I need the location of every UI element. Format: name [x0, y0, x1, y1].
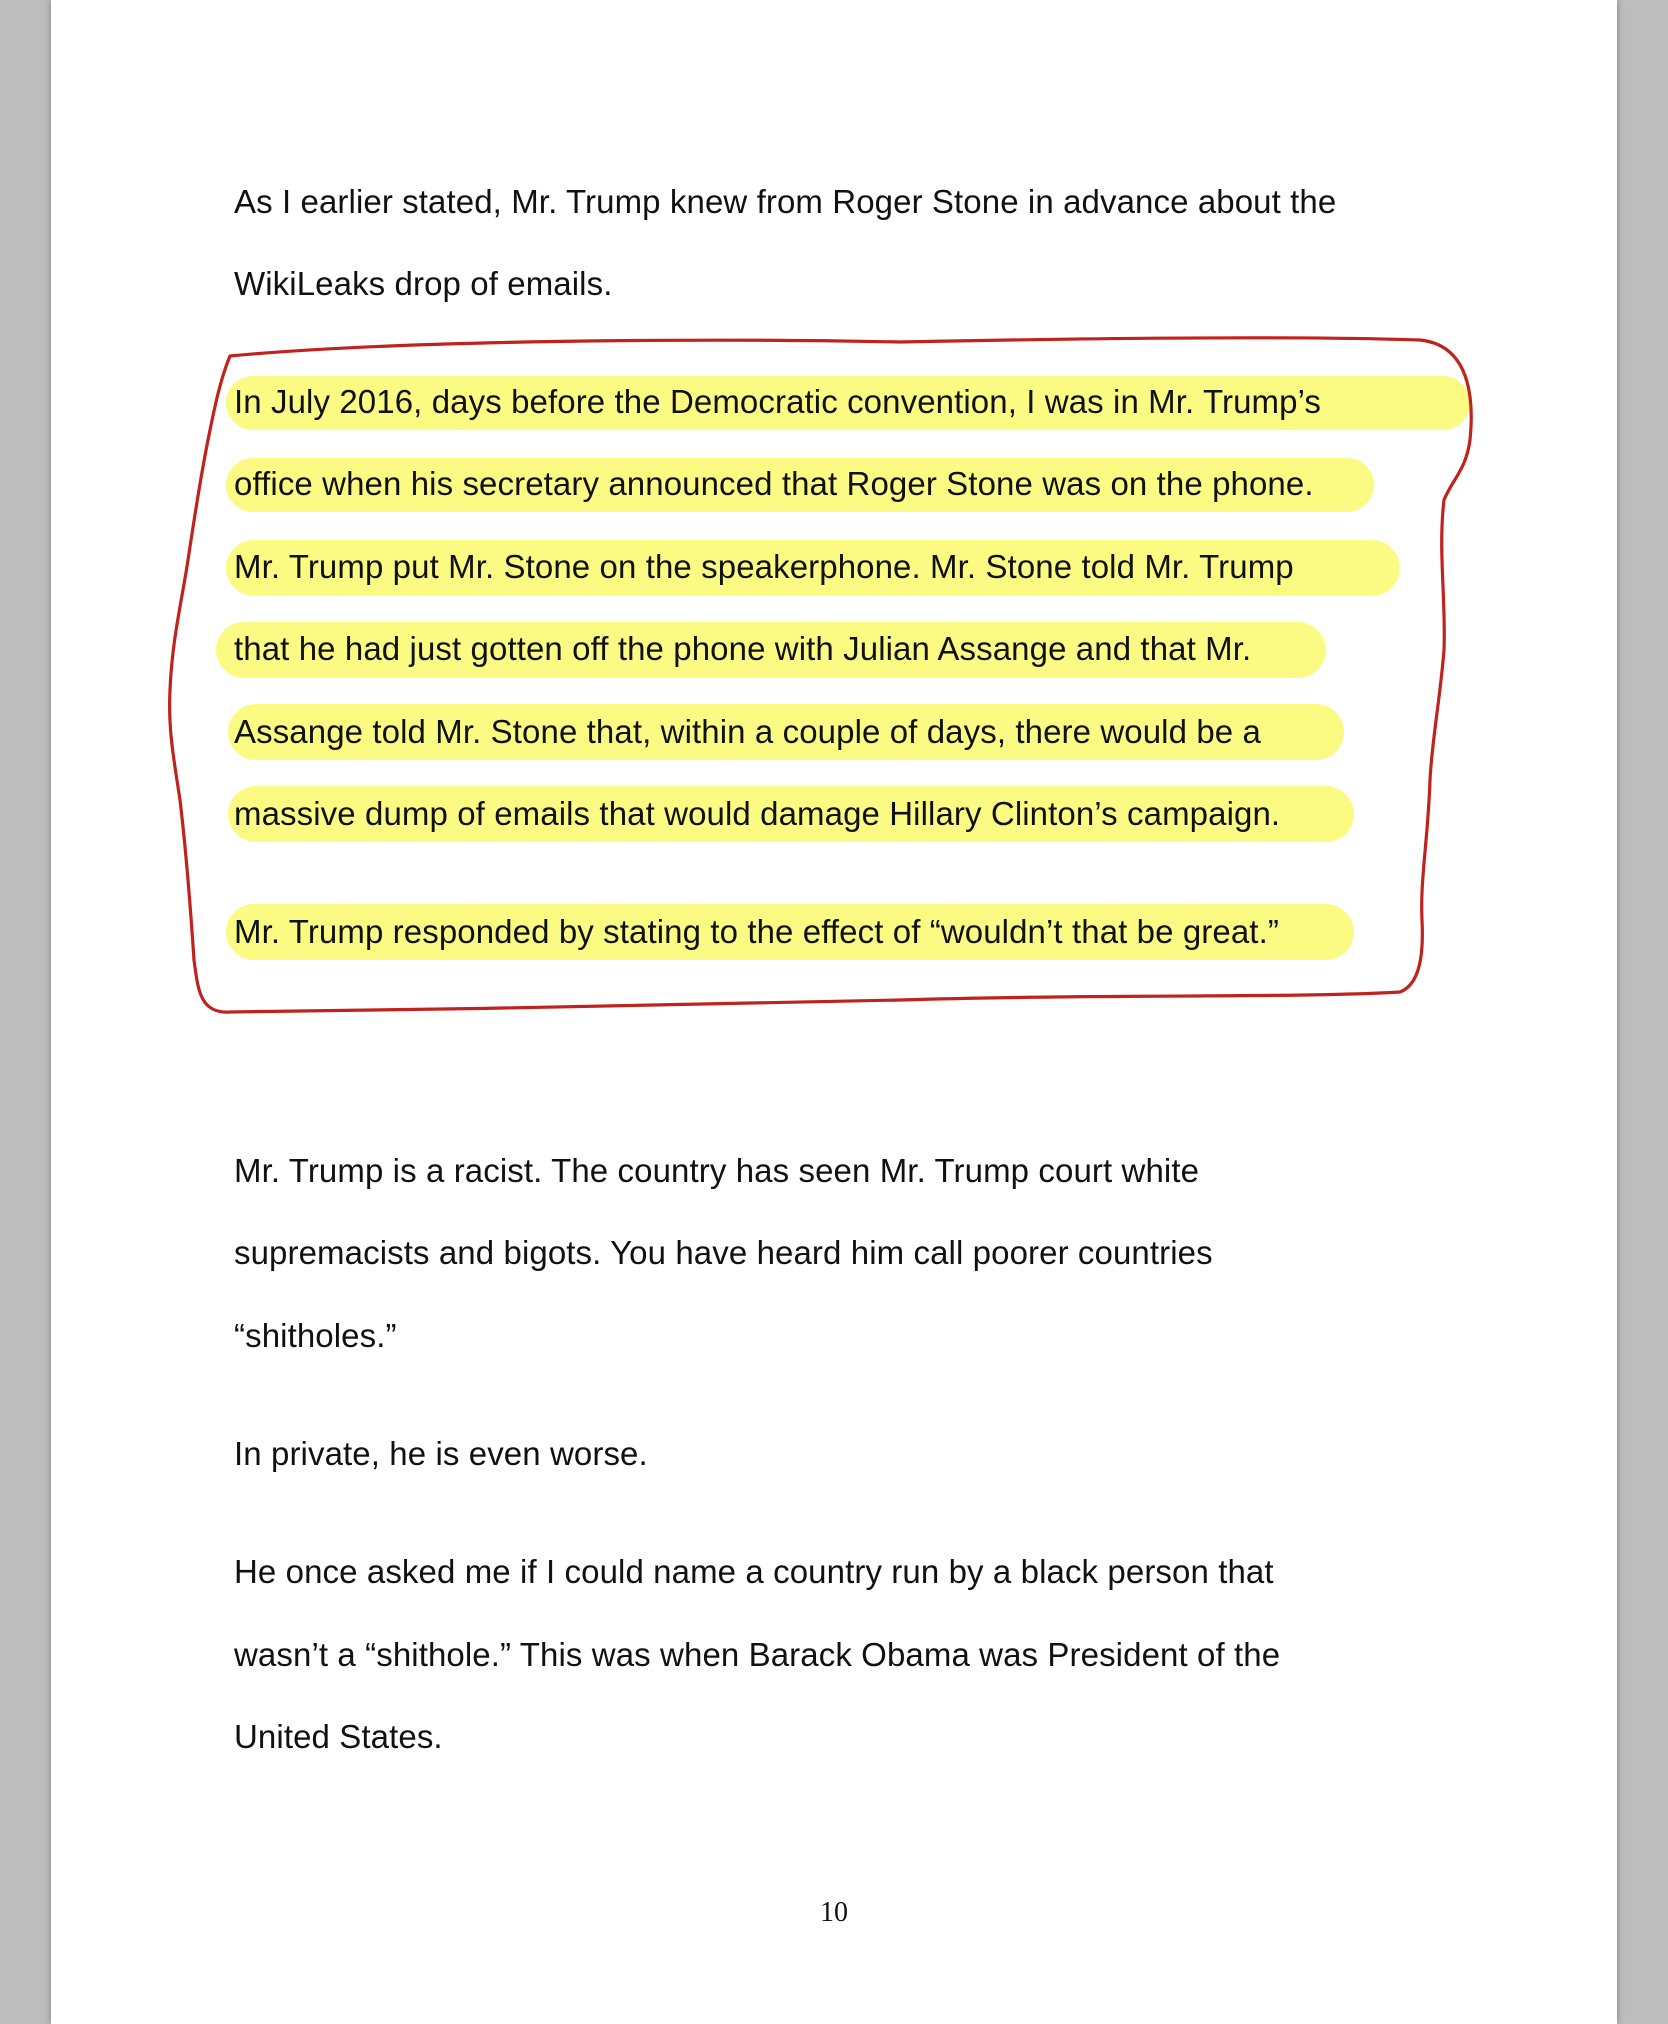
body-text-line: “shitholes.”	[234, 1317, 397, 1354]
highlighted-text-line: massive dump of emails that would damage Hillary Clinton’s campaign.	[234, 795, 1281, 832]
body-text-line: United States.	[234, 1718, 443, 1755]
body-text-line: WikiLeaks drop of emails.	[234, 265, 613, 302]
body-text-line: wasn’t a “shithole.” This was when Barack Obama was President of the	[234, 1636, 1281, 1673]
body-text-line: He once asked me if I could name a country run by a black person that	[234, 1553, 1274, 1590]
body-text-line: In private, he is even worse.	[234, 1435, 648, 1472]
body-text-line: As I earlier stated, Mr. Trump knew from Roger Stone in advance about the	[234, 183, 1337, 220]
highlighted-text-line: that he had just gotten off the phone with Julian Assange and that Mr.	[234, 630, 1252, 667]
page-number: 10	[820, 1897, 848, 1928]
body-text-line: supremacists and bigots. You have heard him call poorer countries	[234, 1234, 1213, 1271]
highlighted-text-line: Mr. Trump responded by stating to the effect of “wouldn’t that be great.”	[234, 913, 1279, 950]
highlighted-text-line: Assange told Mr. Stone that, within a couple of days, there would be a	[234, 713, 1261, 750]
body-text-line: Mr. Trump is a racist. The country has seen Mr. Trump court white	[234, 1152, 1200, 1189]
highlighted-text-line: Mr. Trump put Mr. Stone on the speakerphone. Mr. Stone told Mr. Trump	[234, 548, 1294, 585]
highlighted-text-line: office when his secretary announced that Roger Stone was on the phone.	[234, 465, 1314, 502]
highlighted-text-line: In July 2016, days before the Democratic convention, I was in Mr. Trump’s	[234, 383, 1322, 420]
